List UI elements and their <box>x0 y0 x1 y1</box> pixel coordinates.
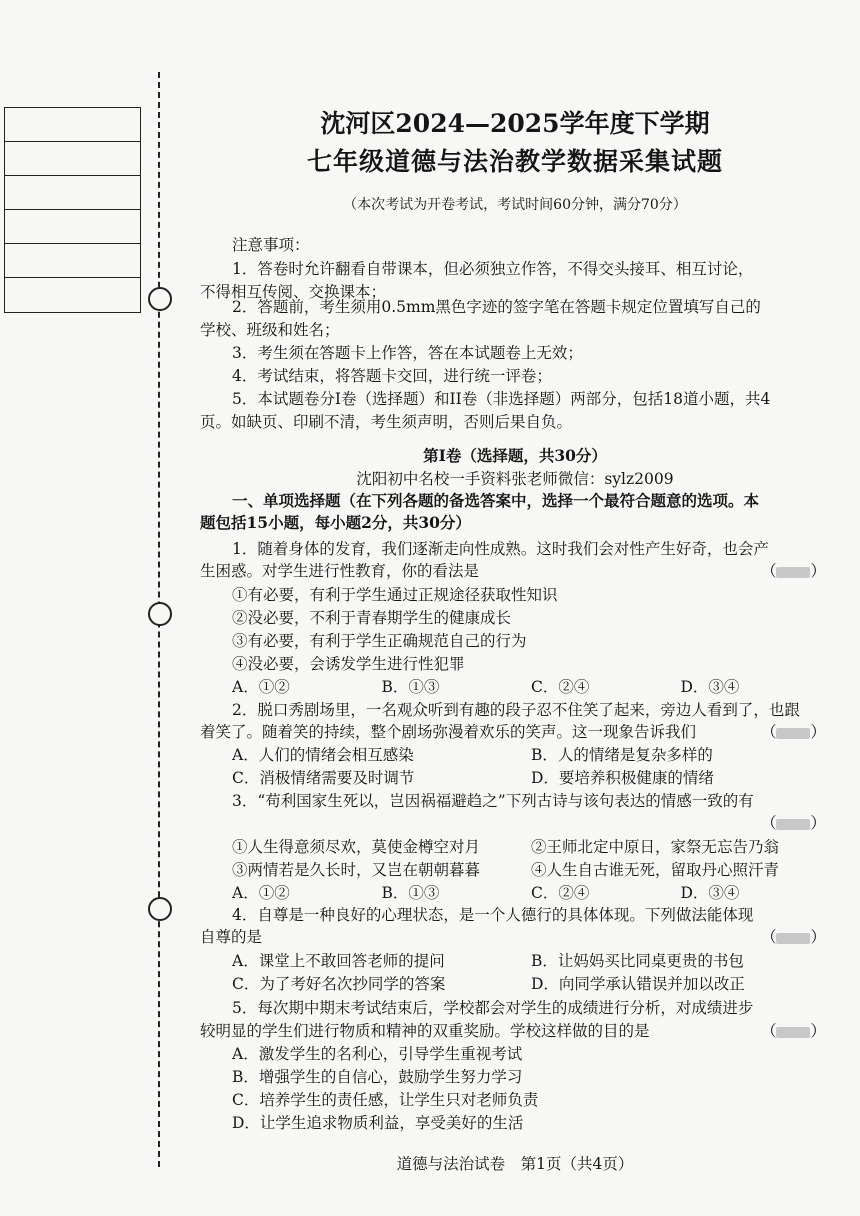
option-a: A．人们的情绪会相互感染 <box>232 746 414 764</box>
option-d: D．要培养积极健康的情绪 <box>531 769 714 787</box>
page-footer: 道德与法治试卷 第1页（共4页） <box>396 1155 634 1173</box>
statements-row <box>200 859 830 881</box>
option-d: D．③④ <box>680 884 740 902</box>
options-row <box>200 973 830 995</box>
statement: ①有必要，有利于学生通过正规途径获取性知识 <box>232 586 558 604</box>
options-row <box>200 767 830 789</box>
statement: ①人生得意须尽欢，莫使金樽空对月 <box>232 838 481 856</box>
question-stem-text: 着笑了。随着笑的持续，整个剧场弥漫着欢乐的笑声。这一现象告诉我们 <box>200 723 697 741</box>
question-stem: 1．随着身体的发育，我们逐渐走向性成熟。这时我们会对性产生好奇，也会产 <box>232 540 769 558</box>
answer-paren: （ ） <box>760 1022 826 1040</box>
option-d: D．③④ <box>680 678 740 696</box>
option-a: A．激发学生的名利心，引导学生重视考试 <box>232 1045 523 1063</box>
option-b: B．让妈妈买比同桌更贵的书包 <box>531 952 744 970</box>
section-heading: 题包括15小题，每小题2分，共30分） <box>200 513 471 532</box>
question-stem <box>200 721 830 743</box>
statement: ③两情若是久长时，又岂在朝朝暮暮 <box>232 861 481 879</box>
redacted-answer <box>776 1027 810 1038</box>
student-info-table <box>4 107 141 313</box>
answer-paren: （ ） <box>760 928 826 946</box>
info-row <box>5 244 140 278</box>
option-a: A．课堂上不敢回答老师的提问 <box>232 952 445 970</box>
question-stem: 2．脱口秀剧场里，一名观众听到有趣的段子忍不住笑了起来，旁边人看到了，也跟 <box>232 701 800 719</box>
question-stem: 4．自尊是一种良好的心理状态，是一个人德行的具体体现。下列做法能体现 <box>232 906 754 924</box>
info-row <box>5 108 140 142</box>
option-d: D．让学生追求物质利益，享受美好的生活 <box>232 1114 524 1132</box>
statement: ④没必要，会诱发学生进行性犯罪 <box>232 655 465 673</box>
option-b: B．人的情绪是复杂多样的 <box>531 746 713 764</box>
option-b: B．①③ <box>381 884 440 902</box>
option-c: C．为了考好名次抄同学的答案 <box>232 975 446 993</box>
question-stem <box>200 560 830 582</box>
notice-item: 不得相互传阅、交换课本； <box>200 283 387 301</box>
exam-subtitle: （本次考试为开卷考试，考试时间60分钟，满分70分） <box>343 197 687 213</box>
options-row <box>200 744 830 766</box>
statements-row <box>200 836 830 858</box>
question-stem-text: 生困惑。对学生进行性教育，你的看法是 <box>200 562 480 580</box>
option-a: A．①② <box>232 678 290 696</box>
notice-item: 2．答题前，考生须用0.5mm黑色字迹的签字笔在答题卡规定位置填写自己的 <box>232 298 761 316</box>
binding-hole-icon <box>148 897 172 921</box>
info-row <box>5 210 140 244</box>
answer-paren: （ ） <box>760 562 826 580</box>
exam-title-line2: 七年级道德与法治教学数据采集试题 <box>306 147 723 176</box>
question-stem: 5．每次期中期末考试结束后，学校都会对学生的成绩进行分析，对成绩进步 <box>232 999 754 1017</box>
option-c: C．②④ <box>531 884 590 902</box>
notice-item: 学校、班级和姓名； <box>200 321 340 339</box>
option-b: B．①③ <box>381 678 440 696</box>
question-stem-text: 较明显的学生们进行物质和精神的双重奖励。学校这样做的目的是 <box>200 1022 650 1040</box>
redacted-answer <box>776 933 810 944</box>
question-stem <box>200 1020 830 1042</box>
option-c: C．消极情绪需要及时调节 <box>232 769 415 787</box>
notice-item: 页。如缺页、印刷不清，考生须声明，否则后果自负。 <box>200 413 573 431</box>
redacted-answer <box>776 567 810 578</box>
notice-heading: 注意事项： <box>232 236 310 254</box>
options-row <box>200 882 830 904</box>
option-d: D．向同学承认错误并加以改正 <box>531 975 745 993</box>
option-a: A．①② <box>232 884 290 902</box>
option-b: B．增强学生的自信心，鼓励学生努力学习 <box>232 1068 523 1086</box>
notice-item: 5．本试题卷分I卷（选择题）和II卷（非选择题）两部分，包括18道小题，共4 <box>232 390 771 408</box>
question-stem <box>200 926 830 948</box>
option-c: C．②④ <box>531 678 590 696</box>
info-row <box>5 176 140 210</box>
notice-item: 4．考试结束，将答题卡交回，进行统一评卷； <box>232 367 552 385</box>
option-c: C．培养学生的责任感，让学生只对老师负责 <box>232 1091 539 1109</box>
statement: ②没必要，不利于青春期学生的健康成长 <box>232 609 512 627</box>
statement: ③有必要，有利于学生正确规范自己的行为 <box>232 632 527 650</box>
binding-hole-icon <box>148 287 172 311</box>
options-row <box>200 950 830 972</box>
watermark-text: 沈阳初中名校一手资料张老师微信：sylz2009 <box>356 470 674 488</box>
exam-title-line1: 沈河区2024—2025学年度下学期 <box>320 109 710 138</box>
answer-paren: （ ） <box>760 723 826 741</box>
part1-heading: 第I卷（选择题，共30分） <box>423 446 607 465</box>
question-stem: 3．“苟利国家生死以，岂因祸福避趋之”下列古诗与该句表达的情感一致的有 <box>232 792 754 810</box>
info-row <box>5 278 140 312</box>
statement: ④人生自古谁无死，留取丹心照汗青 <box>531 861 780 879</box>
statement: ②王师北定中原日，家祭无忘告乃翁 <box>531 838 780 856</box>
info-row <box>5 142 140 176</box>
notice-item: 3．考生须在答题卡上作答，答在本试题卷上无效； <box>232 344 583 362</box>
redacted-answer <box>776 728 810 739</box>
answer-paren: （ ） <box>760 814 826 832</box>
notice-item: 1．答卷时允许翻看自带课本，但必须独立作答，不得交头接耳、相互讨论， <box>232 260 754 278</box>
question-stem-text: 自尊的是 <box>200 928 263 946</box>
binding-hole-icon <box>148 602 172 626</box>
options-row <box>200 676 830 698</box>
section-heading: 一、单项选择题（在下列各题的备选答案中，选择一个最符合题意的选项。本 <box>232 491 760 510</box>
redacted-answer <box>776 819 810 830</box>
